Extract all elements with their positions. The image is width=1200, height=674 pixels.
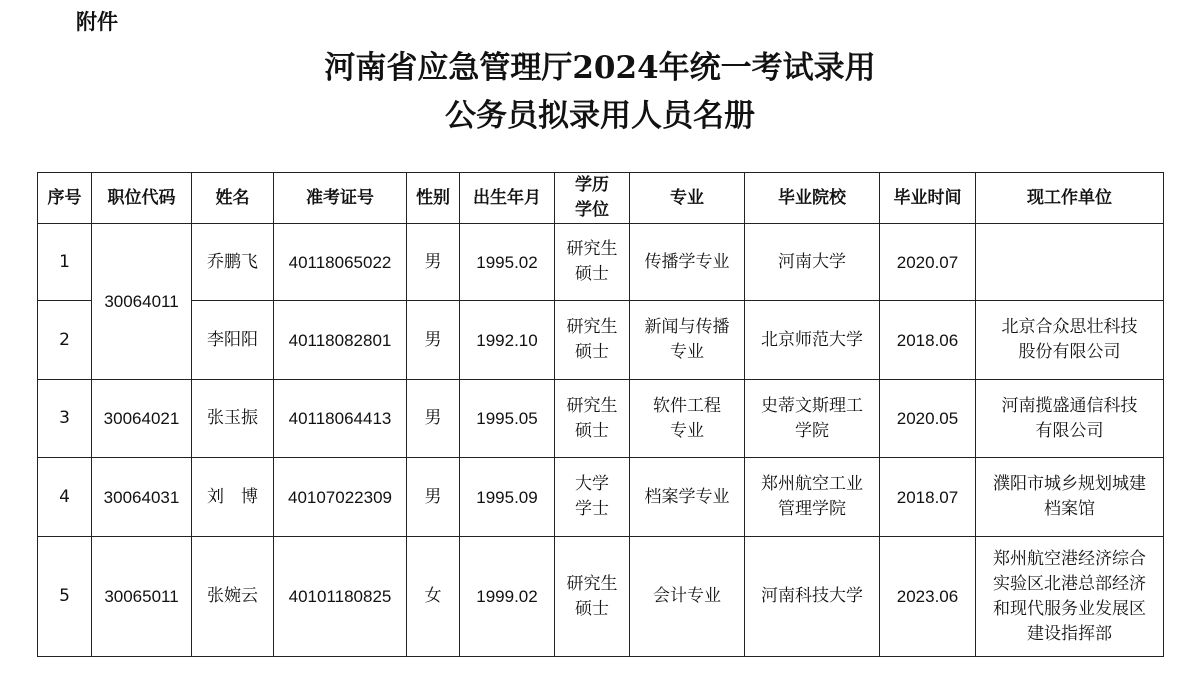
cell-education-line: 学士 xyxy=(575,499,609,519)
cell-major-line: 专业 xyxy=(670,420,704,441)
cell-education-line: 硕士 xyxy=(575,342,609,362)
cell-exam-no: 40101180825 xyxy=(274,537,407,657)
cell-education xyxy=(555,224,630,301)
cell-school-line: 北京师范大学 xyxy=(761,329,863,350)
cell-exam-no: 40118082801 xyxy=(274,301,407,380)
header-position-code: 职位代码 xyxy=(92,173,192,224)
header-education-line2: 学位 xyxy=(575,200,609,220)
header-gender: 性别 xyxy=(407,173,460,224)
cell-birth: 1995.02 xyxy=(460,224,555,301)
table-row xyxy=(38,458,1164,537)
cell-position-code: 30064031 xyxy=(92,458,192,537)
cell-work-unit-line: 郑州航空港经济综合 xyxy=(993,548,1146,569)
cell-work-unit xyxy=(976,380,1164,458)
cell-education-line: 硕士 xyxy=(575,598,609,619)
cell-name: 乔鹏飞 xyxy=(192,224,274,301)
cell-birth: 1995.09 xyxy=(460,458,555,537)
cell-work-unit-line: 有限公司 xyxy=(1035,420,1104,441)
cell-education-line: 研究生 xyxy=(566,239,618,259)
cell-name: 张玉振 xyxy=(192,380,274,458)
cell-position-code: 30064011 xyxy=(92,224,192,380)
cell-grad-time: 2023.06 xyxy=(880,537,976,657)
cell-work-unit xyxy=(976,224,1164,301)
cell-work-unit xyxy=(976,301,1164,380)
cell-school-line: 学院 xyxy=(795,420,829,441)
cell-name: 刘 博 xyxy=(192,458,274,537)
cell-gender: 男 xyxy=(407,458,460,537)
cell-school xyxy=(745,458,880,537)
cell-education-line: 研究生 xyxy=(566,573,618,594)
header-exam-no: 准考证号 xyxy=(274,173,407,224)
cell-major xyxy=(630,301,745,380)
header-birth: 出生年月 xyxy=(460,173,555,224)
cell-school-line: 河南大学 xyxy=(778,251,846,272)
cell-school-line: 郑州航空工业 xyxy=(761,474,863,494)
cell-school-line: 管理学院 xyxy=(778,499,846,519)
header-education-line1: 学历 xyxy=(575,175,609,195)
cell-education xyxy=(555,380,630,458)
cell-school xyxy=(745,224,880,301)
cell-position-code: 30064021 xyxy=(92,380,192,458)
cell-major-line: 专业 xyxy=(670,342,704,362)
cell-seq: 4 xyxy=(38,458,92,537)
cell-work-unit-line: 档案馆 xyxy=(1044,499,1095,519)
cell-work-unit-line: 濮阳市城乡规划城建 xyxy=(993,474,1146,494)
cell-gender: 男 xyxy=(407,224,460,301)
cell-major xyxy=(630,458,745,537)
cell-work-unit-line: 实验区北港总部经济 xyxy=(993,573,1146,594)
cell-education-line: 硕士 xyxy=(575,420,609,441)
header-major: 专业 xyxy=(630,173,745,224)
cell-birth: 1999.02 xyxy=(460,537,555,657)
header-work-unit: 现工作单位 xyxy=(976,173,1164,224)
header-education xyxy=(555,173,630,224)
cell-work-unit-line: 股份有限公司 xyxy=(1018,342,1121,362)
cell-education xyxy=(555,537,630,657)
cell-major-line: 档案学专业 xyxy=(644,486,730,507)
header-grad-time: 毕业时间 xyxy=(880,173,976,224)
cell-school xyxy=(745,537,880,657)
cell-seq: 3 xyxy=(38,380,92,458)
cell-exam-no: 40118065022 xyxy=(274,224,407,301)
cell-seq: 2 xyxy=(38,301,92,380)
cell-birth: 1995.05 xyxy=(460,380,555,458)
cell-major-line: 传播学专业 xyxy=(644,251,730,272)
cell-major-line: 新闻与传播 xyxy=(644,317,730,337)
cell-major xyxy=(630,380,745,458)
cell-work-unit-line: 北京合众思壮科技 xyxy=(1001,317,1138,337)
cell-work-unit-line: 河南揽盛通信科技 xyxy=(1001,395,1138,416)
cell-school-line: 河南科技大学 xyxy=(761,586,863,606)
attachment-label: 附件 xyxy=(76,10,118,34)
cell-exam-no: 40107022309 xyxy=(274,458,407,537)
cell-grad-time: 2020.05 xyxy=(880,380,976,458)
table-row xyxy=(38,301,1164,380)
cell-education xyxy=(555,301,630,380)
cell-education-line: 硕士 xyxy=(575,264,609,284)
document-title-line2: 公务员拟录用人员名册 xyxy=(445,98,755,134)
cell-education-line: 研究生 xyxy=(566,317,618,337)
cell-school-line: 史蒂文斯理工 xyxy=(761,395,863,416)
cell-school xyxy=(745,301,880,380)
header-name: 姓名 xyxy=(192,173,274,224)
table-row xyxy=(38,380,1164,458)
document-title-line1: 河南省应急管理厅2024年统一考试录用 xyxy=(324,50,876,86)
cell-grad-time: 2018.07 xyxy=(880,458,976,537)
table-row xyxy=(38,537,1164,657)
cell-education-line: 大学 xyxy=(575,474,609,494)
cell-seq: 1 xyxy=(38,224,92,301)
cell-birth: 1992.10 xyxy=(460,301,555,380)
cell-work-unit xyxy=(976,458,1164,537)
table-row xyxy=(38,224,1164,301)
cell-position-code: 30065011 xyxy=(92,537,192,657)
cell-grad-time: 2018.06 xyxy=(880,301,976,380)
cell-major-line: 软件工程 xyxy=(653,395,721,416)
cell-school xyxy=(745,380,880,458)
cell-exam-no: 40118064413 xyxy=(274,380,407,458)
cell-work-unit-line: 和现代服务业发展区 xyxy=(993,598,1146,619)
cell-gender: 男 xyxy=(407,301,460,380)
cell-work-unit-line: 建设指挥部 xyxy=(1027,623,1112,644)
cell-major xyxy=(630,224,745,301)
cell-gender: 女 xyxy=(407,537,460,657)
cell-education-line: 研究生 xyxy=(566,395,618,416)
cell-work-unit xyxy=(976,537,1164,657)
cell-major-line: 会计专业 xyxy=(653,586,721,606)
cell-major xyxy=(630,537,745,657)
header-seq: 序号 xyxy=(38,173,92,224)
cell-gender: 男 xyxy=(407,380,460,458)
cell-name: 张婉云 xyxy=(192,537,274,657)
header-row xyxy=(38,173,1164,224)
cell-name: 李阳阳 xyxy=(192,301,274,380)
cell-seq: 5 xyxy=(38,537,92,657)
roster-table xyxy=(37,172,1164,657)
cell-grad-time: 2020.07 xyxy=(880,224,976,301)
header-school: 毕业院校 xyxy=(745,173,880,224)
cell-education xyxy=(555,458,630,537)
